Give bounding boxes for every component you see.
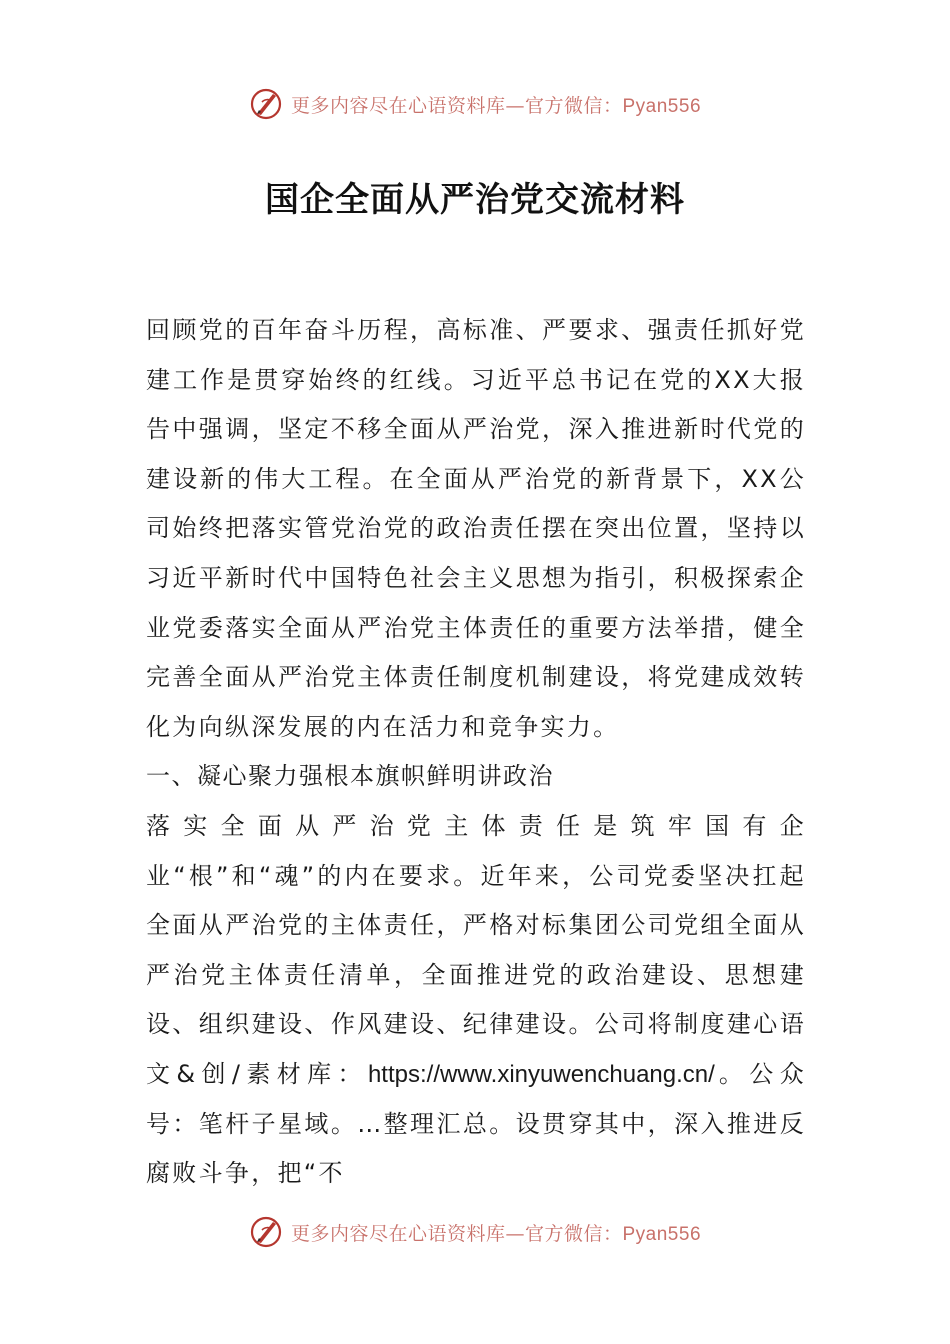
section-paragraph-text: 落实全面从严治党主体责任是筑牢国有企业“根”和“魂”的内在要求。近年来，公司党委坚决扛起全面从严治党的主体责任，严格对标集团公司党组全面从严治党主体责任清单，全面推进党的政治建设、思想建设、组织建设、作风建设、纪律建设。公司将制度建心语文&创/素材库： bbox=[146, 811, 806, 1088]
footer-wechat-id: Pyan556 bbox=[622, 1223, 702, 1245]
website-url: https://www.xinyuwenchuang.cn/ bbox=[367, 1060, 715, 1088]
header-watermark-banner bbox=[0, 84, 950, 124]
document-body bbox=[146, 306, 806, 1199]
section-heading: 一、凝心聚力强根本旗帜鲜明讲政治 bbox=[146, 762, 554, 791]
document-title: 国企全面从严治党交流材料 bbox=[265, 180, 685, 220]
section-paragraph-continuation: 。公众号：笔杆子星域。…整理汇总。设贯穿其中，深入推进反腐败斗争，把“不 bbox=[146, 1059, 806, 1188]
intro-paragraph: 回顾党的百年奋斗历程，高标准、严要求、强责任抓好党建工作是贯穿始终的红线。习近平总书记在党的XX大报告中强调，坚定不移全面从严治党，深入推进新时代党的建设新的伟大工程。在全面从严治党的新背景下，XX公司始终把落实管党治党的政治责任摆在突出位置，坚持以习近平新时代中国特色社会主义思想为指引，积极探索企业党委落实全面从严治党主体责任的重要方法举措，健全完善全面从严治党主体责任制度机制建设，将党建成效转化为向纵深发展的内在活力和竞争实力。 bbox=[146, 316, 806, 741]
section-paragraph bbox=[146, 802, 806, 1199]
footer-watermark-text: 更多内容尽在心语资料库—官方微信：Pyan556 bbox=[290, 1222, 702, 1245]
quill-pen-logo-icon bbox=[249, 87, 283, 121]
footer-watermark-banner bbox=[0, 1212, 950, 1252]
header-wechat-id: Pyan556 bbox=[622, 95, 702, 117]
header-watermark-text: 更多内容尽在心语资料库—官方微信：Pyan556 bbox=[290, 94, 702, 117]
quill-pen-logo-icon bbox=[249, 1215, 283, 1249]
